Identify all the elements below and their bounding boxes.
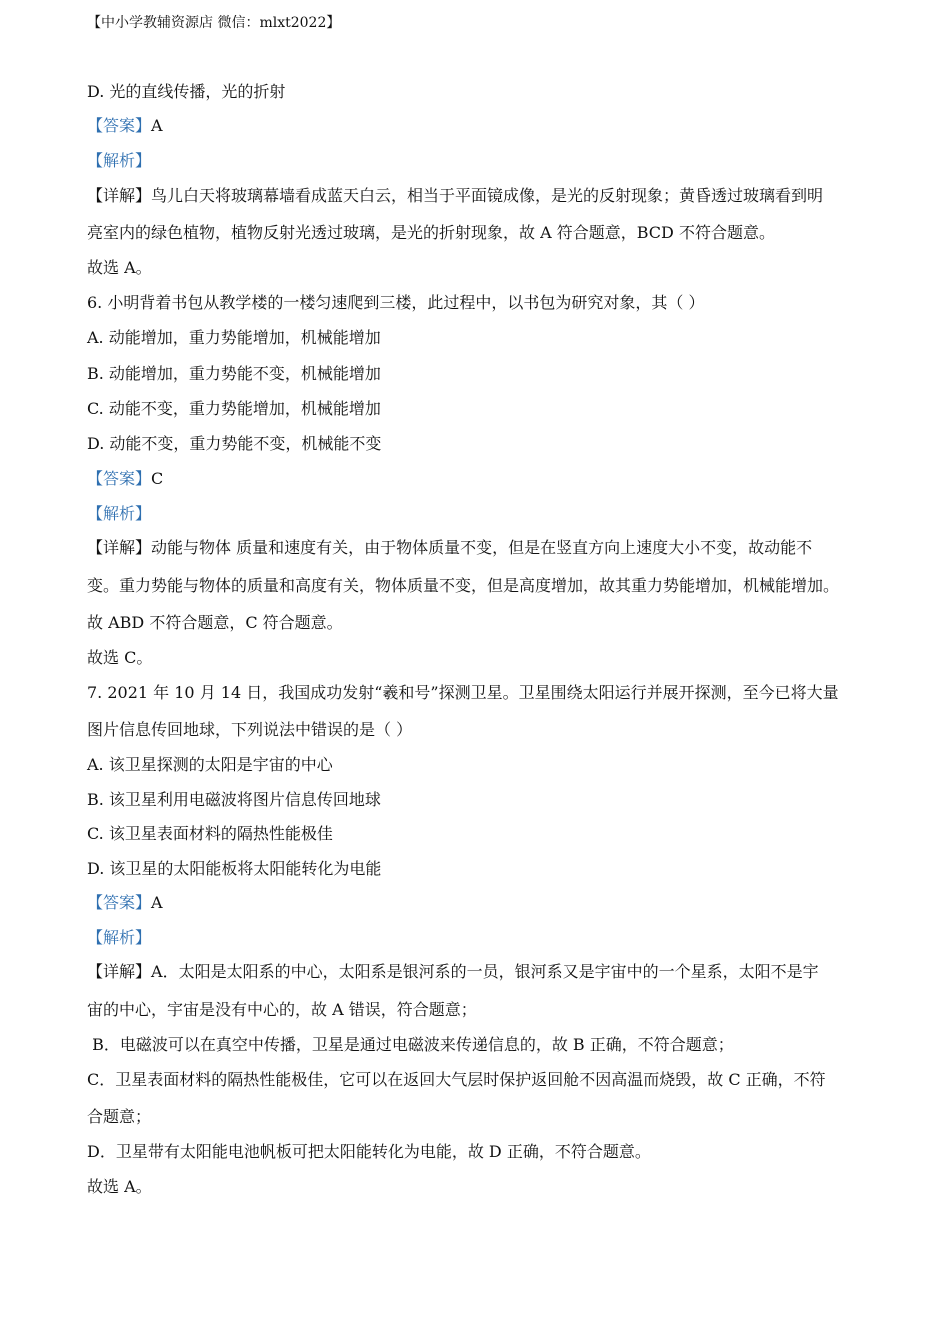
q6-answer — [87, 469, 163, 489]
q7-conclusion: 故选 A。 — [87, 1177, 152, 1196]
q6-question: 6. 小明背着书包从教学楼的一楼匀速爬到三楼，此过程中，以书包为研究对象，其（ ） — [87, 293, 705, 312]
q6-conclusion: 故选 C。 — [87, 648, 153, 667]
q6-detail-line1 — [87, 538, 812, 558]
q5-analysis-label: 【解析】 — [87, 151, 152, 170]
q7-detail-line2: 宙的中心，宇宙是没有中心的，故 A 错误，符合题意； — [87, 1000, 477, 1019]
q6-option-b: B. 动能增加，重力势能不变，机械能增加 — [87, 364, 381, 383]
answer-value: A — [151, 893, 163, 912]
q7-question-line1: 7. 2021 年 10 月 14 日，我国成功发射“羲和号”探测卫星。卫星围绕太阳运行并展开探测，至今已将大量 — [87, 683, 839, 702]
answer-label: 【答案】 — [87, 893, 152, 912]
q7-detail-line1 — [87, 962, 819, 982]
q6-option-c: C. 动能不变，重力势能增加，机械能增加 — [87, 399, 381, 418]
q7-detail-line5: 合题意； — [87, 1107, 152, 1126]
detail-label: 【详解】 — [87, 186, 152, 205]
q7-detail-line6: D．卫星带有太阳能电池帆板可把太阳能转化为电能，故 D 正确，不符合题意。 — [87, 1142, 651, 1161]
detail-text: 动能与物体 质量和速度有关，由于物体质量不变，但是在竖直方向上速度大小不变，故动能不 — [151, 538, 813, 557]
q6-detail-line3: 故 ABD 不符合题意，C 符合题意。 — [87, 613, 343, 632]
q7-detail-line4: C．卫星表面材料的隔热性能极佳，它可以在返回大气层时保护返回舱不因高温而烧毁，故 C 正确，不符 — [87, 1070, 826, 1089]
q5-option-d: D. 光的直线传播，光的折射 — [87, 82, 286, 101]
page-header: 【中小学教辅资源店 微信：mlxt2022】 — [87, 15, 341, 31]
answer-value: C — [151, 469, 164, 488]
answer-label: 【答案】 — [87, 469, 152, 488]
q7-option-d: D. 该卫星的太阳能板将太阳能转化为电能 — [87, 859, 382, 878]
detail-text: 鸟儿白天将玻璃幕墙看成蓝天白云，相当于平面镜成像，是光的反射现象；黄昏透过玻璃看到明 — [151, 186, 824, 205]
q6-analysis-label: 【解析】 — [87, 504, 152, 523]
answer-label: 【答案】 — [87, 116, 152, 135]
q5-conclusion: 故选 A。 — [87, 258, 152, 277]
q5-detail-line2: 亮室内的绿色植物，植物反射光透过玻璃，是光的折射现象，故 A 符合题意，BCD 不符合题意。 — [87, 223, 775, 242]
q6-detail-line2: 变。重力势能与物体的质量和高度有关，物体质量不变，但是高度增加，故其重力势能增加，机械能增加。 — [87, 576, 840, 595]
q7-question-line2: 图片信息传回地球，下列说法中错误的是（ ） — [87, 720, 413, 739]
q6-option-a: A. 动能增加，重力势能增加，机械能增加 — [87, 328, 381, 347]
answer-value: A — [151, 116, 163, 135]
q7-option-a: A. 该卫星探测的太阳是宇宙的中心 — [87, 755, 333, 774]
q7-option-c: C. 该卫星表面材料的隔热性能极佳 — [87, 824, 333, 843]
q7-option-b: B. 该卫星利用电磁波将图片信息传回地球 — [87, 790, 381, 809]
q5-detail-line1 — [87, 186, 823, 206]
q5-answer — [87, 116, 163, 136]
q6-option-d: D. 动能不变，重力势能不变，机械能不变 — [87, 434, 382, 453]
q7-detail-line3: B．电磁波可以在真空中传播，卫星是通过电磁波来传递信息的，故 B 正确，不符合题意； — [87, 1035, 734, 1054]
detail-text: A．太阳是太阳系的中心，太阳系是银河系的一员，银河系又是宇宙中的一个星系，太阳不是宇 — [151, 962, 819, 981]
detail-label: 【详解】 — [87, 962, 152, 981]
q7-answer — [87, 893, 163, 913]
detail-label: 【详解】 — [87, 538, 152, 557]
q7-analysis-label: 【解析】 — [87, 928, 152, 947]
